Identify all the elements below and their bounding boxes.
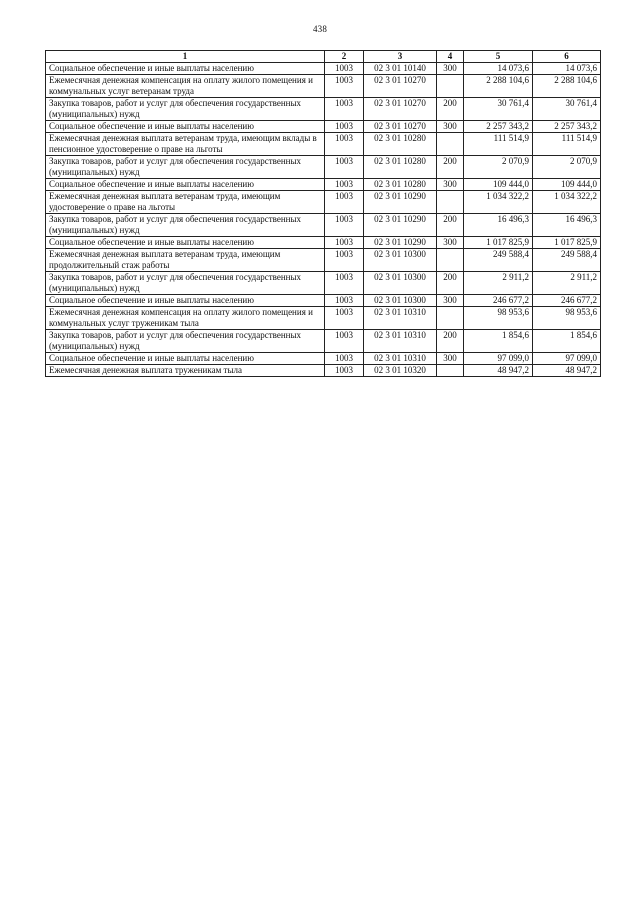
row-amount-5: 2 070,9 [464, 156, 533, 179]
row-section: 1003 [325, 156, 364, 179]
column-header-2: 2 [325, 51, 364, 63]
table-row [46, 330, 601, 353]
row-amount-6: 14 073,6 [533, 63, 601, 75]
column-header-4: 4 [437, 51, 464, 63]
row-code: 02 3 01 10280 [364, 133, 437, 156]
row-amount-6: 1 017 825,9 [533, 237, 601, 249]
row-section: 1003 [325, 353, 364, 365]
row-section: 1003 [325, 272, 364, 295]
row-name: Ежемесячная денежная выплата ветеранам труда, имеющим продолжительный стаж работы [46, 249, 325, 272]
row-name: Ежемесячная денежная компенсация на оплату жилого помещения и коммунальных услуг ветеранам труда [46, 75, 325, 98]
row-code: 02 3 01 10270 [364, 75, 437, 98]
row-code: 02 3 01 10270 [364, 98, 437, 121]
row-amount-6: 97 099,0 [533, 353, 601, 365]
row-type: 300 [437, 179, 464, 191]
row-type: 300 [437, 295, 464, 307]
row-name: Закупка товаров, работ и услуг для обеспечения государственных (муниципальных) нужд [46, 214, 325, 237]
row-name: Социальное обеспечение и иные выплаты населению [46, 63, 325, 75]
row-section: 1003 [325, 179, 364, 191]
row-amount-5: 30 761,4 [464, 98, 533, 121]
row-type [437, 133, 464, 156]
row-amount-5: 246 677,2 [464, 295, 533, 307]
row-name: Закупка товаров, работ и услуг для обеспечения государственных (муниципальных) нужд [46, 272, 325, 295]
row-section: 1003 [325, 75, 364, 98]
row-type: 200 [437, 272, 464, 295]
row-amount-5: 97 099,0 [464, 353, 533, 365]
row-type [437, 307, 464, 330]
row-code: 02 3 01 10270 [364, 121, 437, 133]
budget-table [45, 50, 601, 377]
row-section: 1003 [325, 191, 364, 214]
row-type: 200 [437, 98, 464, 121]
row-section: 1003 [325, 330, 364, 353]
row-type: 200 [437, 214, 464, 237]
row-section: 1003 [325, 98, 364, 121]
row-amount-5: 98 953,6 [464, 307, 533, 330]
row-amount-6: 48 947,2 [533, 365, 601, 377]
row-type: 300 [437, 237, 464, 249]
row-name: Ежемесячная денежная выплата ветеранам труда, имеющим вклады в пенсионное удостоверение о праве на льготы [46, 133, 325, 156]
row-type: 200 [437, 330, 464, 353]
column-header-5: 5 [464, 51, 533, 63]
row-name: Ежемесячная денежная выплата ветеранам труда, имеющим удостоверение о праве на льготы [46, 191, 325, 214]
row-amount-6: 2 288 104,6 [533, 75, 601, 98]
row-section: 1003 [325, 365, 364, 377]
table-row [46, 63, 601, 75]
table-row [46, 179, 601, 191]
row-amount-5: 1 854,6 [464, 330, 533, 353]
table-row [46, 295, 601, 307]
row-amount-5: 109 444,0 [464, 179, 533, 191]
row-amount-6: 109 444,0 [533, 179, 601, 191]
row-amount-5: 14 073,6 [464, 63, 533, 75]
row-code: 02 3 01 10310 [364, 353, 437, 365]
row-code: 02 3 01 10310 [364, 330, 437, 353]
row-code: 02 3 01 10280 [364, 179, 437, 191]
table-body [46, 63, 601, 377]
row-name: Закупка товаров, работ и услуг для обеспечения государственных (муниципальных) нужд [46, 330, 325, 353]
row-name: Ежемесячная денежная компенсация на оплату жилого помещения и коммунальных услуг труженикам тыла [46, 307, 325, 330]
row-type: 300 [437, 63, 464, 75]
table-row [46, 191, 601, 214]
row-amount-6: 111 514,9 [533, 133, 601, 156]
row-code: 02 3 01 10290 [364, 191, 437, 214]
column-header-6: 6 [533, 51, 601, 63]
row-section: 1003 [325, 133, 364, 156]
row-name: Закупка товаров, работ и услуг для обеспечения государственных (муниципальных) нужд [46, 98, 325, 121]
row-amount-5: 2 288 104,6 [464, 75, 533, 98]
row-amount-5: 16 496,3 [464, 214, 533, 237]
row-type [437, 75, 464, 98]
row-section: 1003 [325, 295, 364, 307]
table-row [46, 307, 601, 330]
row-amount-5: 2 911,2 [464, 272, 533, 295]
row-amount-6: 98 953,6 [533, 307, 601, 330]
row-section: 1003 [325, 307, 364, 330]
row-type: 300 [437, 121, 464, 133]
row-code: 02 3 01 10300 [364, 272, 437, 295]
header-row [46, 51, 601, 63]
row-amount-5: 48 947,2 [464, 365, 533, 377]
row-amount-6: 30 761,4 [533, 98, 601, 121]
row-amount-6: 1 854,6 [533, 330, 601, 353]
row-amount-6: 16 496,3 [533, 214, 601, 237]
row-amount-6: 249 588,4 [533, 249, 601, 272]
row-amount-5: 111 514,9 [464, 133, 533, 156]
row-amount-6: 2 070,9 [533, 156, 601, 179]
table-row [46, 365, 601, 377]
row-section: 1003 [325, 249, 364, 272]
row-amount-6: 1 034 322,2 [533, 191, 601, 214]
column-header-3: 3 [364, 51, 437, 63]
column-header-1: 1 [46, 51, 325, 63]
row-section: 1003 [325, 214, 364, 237]
row-type [437, 365, 464, 377]
row-amount-5: 2 257 343,2 [464, 121, 533, 133]
table-row [46, 121, 601, 133]
row-name: Социальное обеспечение и иные выплаты населению [46, 121, 325, 133]
row-amount-6: 2 911,2 [533, 272, 601, 295]
table-row [46, 133, 601, 156]
row-name: Закупка товаров, работ и услуг для обеспечения государственных (муниципальных) нужд [46, 156, 325, 179]
row-name: Социальное обеспечение и иные выплаты населению [46, 237, 325, 249]
table-row [46, 237, 601, 249]
row-name: Социальное обеспечение и иные выплаты населению [46, 295, 325, 307]
row-code: 02 3 01 10300 [364, 249, 437, 272]
table-row [46, 214, 601, 237]
row-type [437, 249, 464, 272]
table-row [46, 353, 601, 365]
table-row [46, 98, 601, 121]
row-section: 1003 [325, 63, 364, 75]
table-row [46, 75, 601, 98]
page-number: 438 [312, 24, 328, 34]
row-name: Социальное обеспечение и иные выплаты населению [46, 353, 325, 365]
row-amount-6: 2 257 343,2 [533, 121, 601, 133]
row-type: 300 [437, 353, 464, 365]
row-type [437, 191, 464, 214]
row-code: 02 3 01 10300 [364, 295, 437, 307]
row-code: 02 3 01 10290 [364, 237, 437, 249]
row-name: Социальное обеспечение и иные выплаты населению [46, 179, 325, 191]
row-amount-5: 1 034 322,2 [464, 191, 533, 214]
row-section: 1003 [325, 121, 364, 133]
row-code: 02 3 01 10290 [364, 214, 437, 237]
row-section: 1003 [325, 237, 364, 249]
row-code: 02 3 01 10320 [364, 365, 437, 377]
table-row [46, 249, 601, 272]
row-amount-5: 249 588,4 [464, 249, 533, 272]
row-code: 02 3 01 10140 [364, 63, 437, 75]
row-code: 02 3 01 10280 [364, 156, 437, 179]
table-row [46, 272, 601, 295]
table-row [46, 156, 601, 179]
row-code: 02 3 01 10310 [364, 307, 437, 330]
row-amount-6: 246 677,2 [533, 295, 601, 307]
row-amount-5: 1 017 825,9 [464, 237, 533, 249]
row-name: Ежемесячная денежная выплата труженикам тыла [46, 365, 325, 377]
row-type: 200 [437, 156, 464, 179]
